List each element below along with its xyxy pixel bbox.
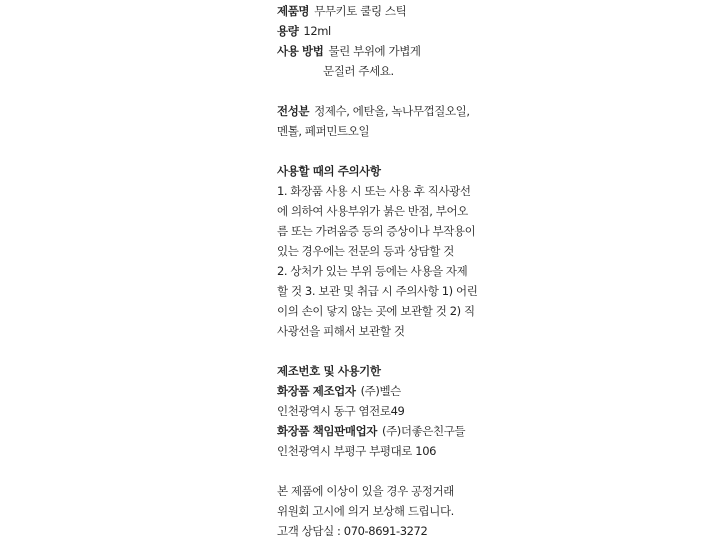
maker-label: 화장품 제조업자: [277, 384, 356, 398]
seller-label: 화장품 책임판매업자: [277, 424, 377, 438]
usage-label: 사용 방법: [277, 44, 324, 58]
spacer: [277, 341, 477, 361]
seller-address: 인천광역시 부평구 부평대로 106: [277, 444, 437, 458]
precaution-line: 사광선을 피해서 보관할 것: [277, 324, 405, 338]
ingredients-line-2: 멘톨, 페퍼민트오일: [277, 124, 370, 138]
spacer: [277, 461, 477, 481]
maker-address: 인천광역시 동구 염전로49: [277, 404, 405, 418]
product-name-row: [277, 1, 477, 21]
product-info-document: [277, 0, 477, 541]
volume-value: 12ml: [303, 24, 331, 38]
seller-value: (주)더좋은친구들: [381, 424, 466, 438]
ingredients-row: [277, 101, 477, 121]
precaution-line: 2. 상처가 있는 부위 등에는 사용을 자제: [277, 264, 468, 278]
precaution-line: 에 의하여 사용부위가 붉은 반점, 부어오: [277, 204, 468, 218]
precaution-line: 할 것 3. 보관 및 취급 시 주의사항 1) 어린: [277, 284, 478, 298]
precaution-line: 름 또는 가려움증 등의 증상이나 부작용이: [277, 224, 476, 238]
manufacturing-title: 제조번호 및 사용기한: [277, 364, 381, 378]
precaution-line: 있는 경우에는 전문의 등과 상담할 것: [277, 244, 454, 258]
precautions-title: 사용할 때의 주의사항: [277, 164, 381, 178]
usage-row: [277, 41, 477, 61]
ingredients-label: 전성분: [277, 104, 310, 118]
notice-line-2: 위원회 고시에 의거 보상해 드립니다.: [277, 504, 454, 518]
spacer: [277, 141, 477, 161]
volume-row: [277, 21, 477, 41]
precaution-line: 이의 손이 닿지 않는 곳에 보관할 것 2) 직: [277, 304, 475, 318]
usage-line-2: 문질러 주세요.: [323, 64, 394, 78]
seller-row: [277, 421, 477, 441]
product-name-value: 무무키토 쿨링 스틱: [314, 4, 407, 18]
notice-line-1: 본 제품에 이상이 있을 경우 공정거래: [277, 484, 454, 498]
product-name-label: 제품명: [277, 4, 310, 18]
usage-line-1: 물린 부위에 가볍게: [328, 44, 421, 58]
maker-value: (주)벨슨: [360, 384, 401, 398]
ingredients-line-1: 정제수, 에탄올, 녹나무껍질오일,: [314, 104, 470, 118]
customer-service-phone: 고객 상담실 : 070-8691-3272: [277, 524, 428, 538]
maker-row: [277, 381, 477, 401]
precaution-line: 1. 화장품 사용 시 또는 사용 후 직사광선: [277, 184, 471, 198]
volume-label: 용량: [277, 24, 299, 38]
spacer: [277, 81, 477, 101]
